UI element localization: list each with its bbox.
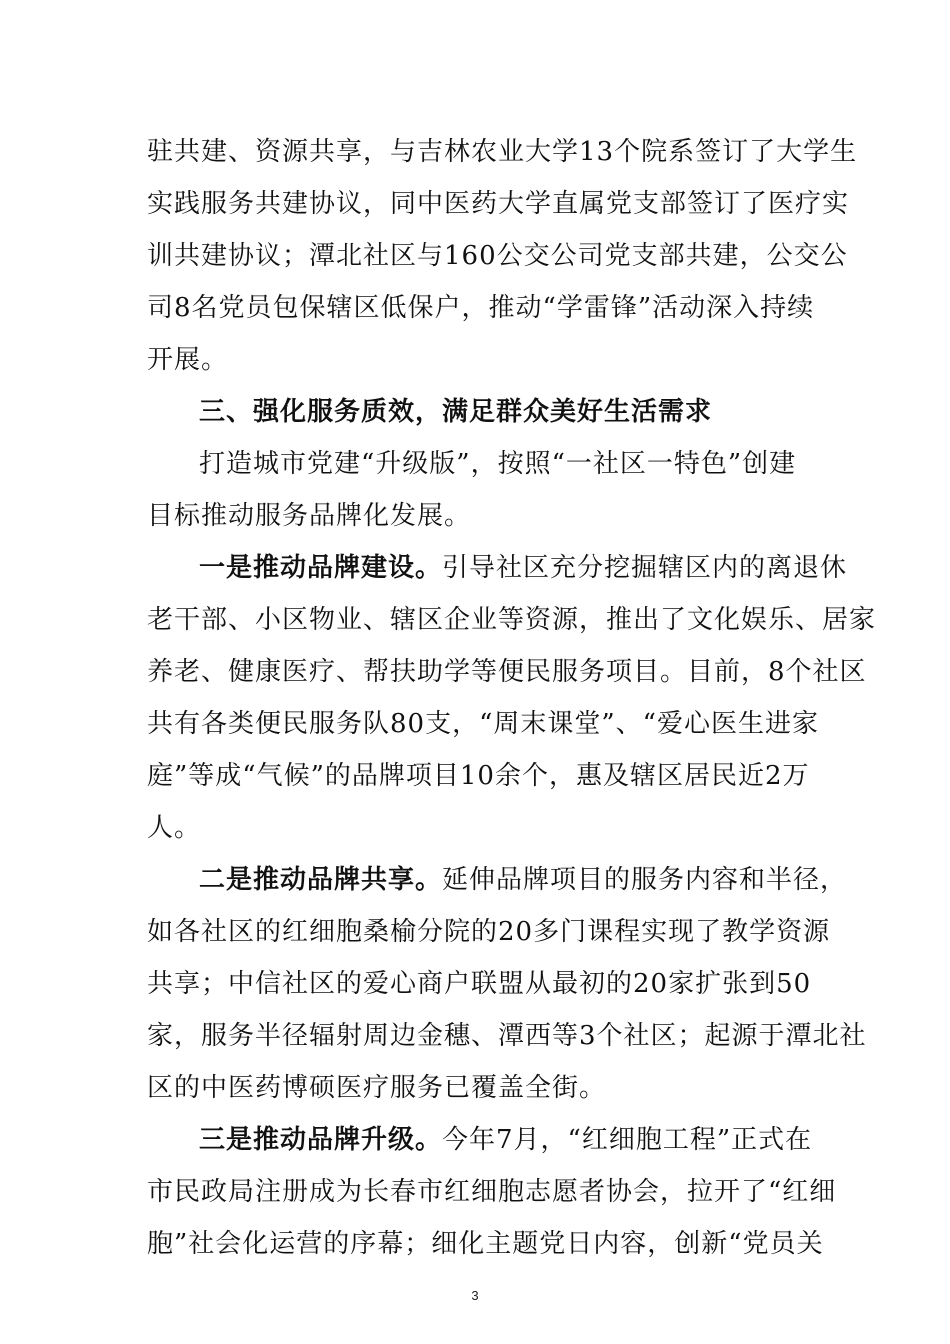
item2-first-rest: 延伸品牌项目的服务内容和半径，	[442, 865, 848, 895]
item3-line: 胞”社会化运营的序幕；细化主题党日内容，创新“党员关	[147, 1229, 824, 1259]
paragraph-line: 司8名党员包保辖区低保户，推动“学雷锋”活动深入持续	[147, 293, 815, 323]
item1-first-line	[199, 548, 859, 588]
item1-first-rest: 引导社区充分挖掘辖区内的离退休	[442, 553, 848, 583]
paragraph-line: 开展。	[147, 345, 229, 375]
item1-line: 庭”等成“气候”的品牌项目10余个，惠及辖区居民近2万	[147, 761, 810, 791]
item3-first-line	[199, 1120, 859, 1160]
item1-line: 人。	[147, 813, 202, 843]
intro-line: 目标推动服务品牌化发展。	[147, 501, 472, 531]
item1-lead: 一是推动品牌建设。	[199, 553, 443, 583]
item2-lead: 二是推动品牌共享。	[199, 865, 443, 895]
paragraph-line: 训共建协议；潭北社区与160公交公司党支部共建，公交公	[147, 241, 848, 271]
item1-line: 老干部、小区物业、辖区企业等资源，推出了文化娱乐、居家	[147, 605, 877, 635]
paragraph-line: 驻共建、资源共享，与吉林农业大学13个院系签订了大学生	[147, 137, 858, 167]
item3-lead: 三是推动品牌升级。	[199, 1125, 443, 1155]
item3-line: 市民政局注册成为长春市红细胞志愿者协会，拉开了“红细	[147, 1177, 837, 1207]
intro-line: 打造城市党建“升级版”，按照“一社区一特色”创建	[199, 449, 797, 479]
page-number: 3	[471, 1288, 479, 1303]
section-heading: 三、强化服务质效，满足群众美好生活需求	[199, 397, 713, 427]
item2-first-line	[199, 860, 859, 900]
item2-line: 共享；中信社区的爱心商户联盟从最初的20家扩张到50	[147, 969, 812, 999]
item2-line: 区的中医药博硕医疗服务已覆盖全街。	[147, 1073, 607, 1103]
item1-line: 养老、健康医疗、帮扶助学等便民服务项目。目前，8个社区	[147, 657, 867, 687]
item3-first-rest: 今年7月，“红细胞工程”正式在	[442, 1125, 813, 1155]
item2-line: 如各社区的红细胞桑榆分院的20多门课程实现了教学资源	[147, 917, 831, 947]
paragraph-line: 实践服务共建协议，同中医药大学直属党支部签订了医疗实	[147, 189, 850, 219]
item2-line: 家，服务半径辐射周边金穗、潭西等3个社区；起源于潭北社	[147, 1021, 867, 1051]
item1-line: 共有各类便民服务队80支，“周末课堂”、“爱心医生进家	[147, 709, 819, 739]
